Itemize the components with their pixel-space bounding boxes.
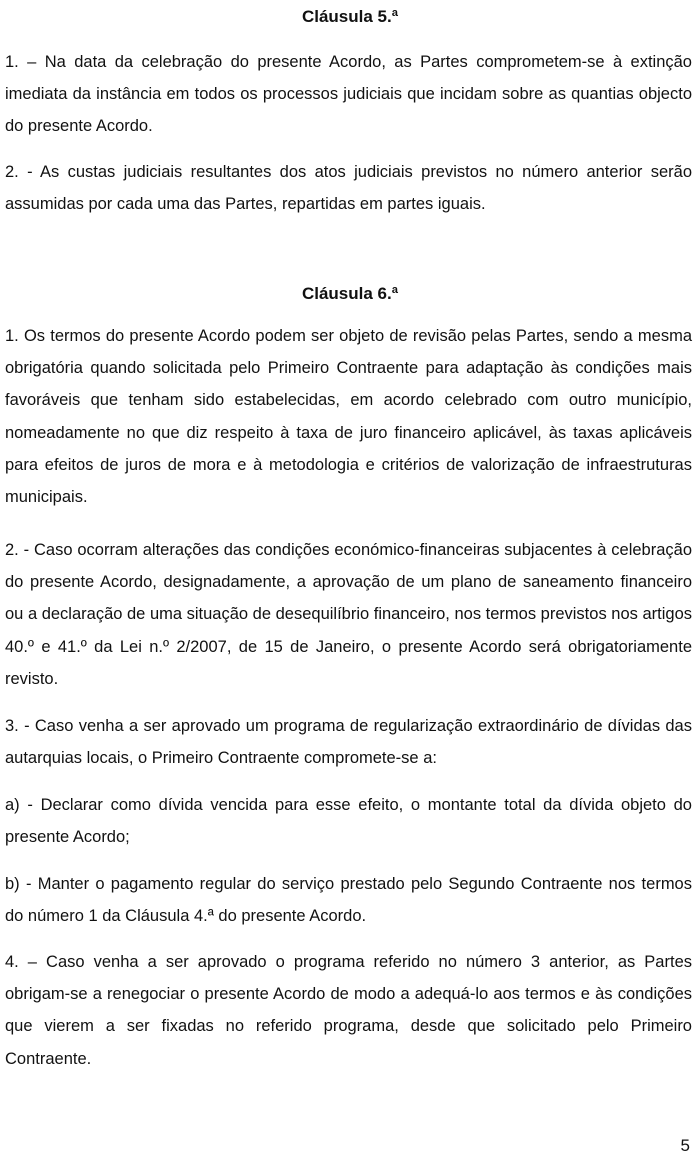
page-number: 5 bbox=[680, 1136, 690, 1155]
clause-5-heading: Cláusula 5.ª bbox=[301, 7, 399, 26]
clause-5-paragraph-2: 2. - As custas judiciais resultantes dos atos judiciais previstos no número anterior serão assumidas por cada uma das Partes, repartidas em partes iguais. bbox=[5, 163, 692, 214]
clause-6-paragraph-1: 1. Os termos do presente Acordo podem ser objeto de revisão pelas Partes, sendo a mesma obrigatória quando solicitada pelo Primeiro Contraente para adaptação às condições mais favoráveis que tenham sido estabelecidas, em acordo celebrado com outro município, nomeadamente no que diz respeito à taxa de juro financeiro aplicável, às taxas aplicáveis para efeitos de juros de mora e à metodologia e critérios de valorização de infraestruturas municipais. bbox=[5, 327, 692, 507]
clause-6-paragraph-4: 4. – Caso venha a ser aprovado o programa referido no número 3 anterior, as Partes obrigam-se a renegociar o presente Acordo de modo a adequá-lo aos termos e às condições que vierem a ser fixadas no referido programa, desde que solicitado pelo Primeiro Contraente. bbox=[5, 953, 692, 1068]
clause-5-paragraph-1: 1. – Na data da celebração do presente Acordo, as Partes comprometem-se à extinção imediata da instância em todos os processos judiciais que incidam sobre as quantias objecto do presente Acordo. bbox=[5, 53, 692, 136]
clause-6-heading: Cláusula 6.ª bbox=[301, 284, 399, 303]
clause-6-paragraph-3: 3. - Caso venha a ser aprovado um programa de regularização extraordinário de dívidas das autarquias locais, o Primeiro Contraente compromete-se a: bbox=[5, 717, 692, 768]
clause-6-paragraph-3a: a) - Declarar como dívida vencida para esse efeito, o montante total da dívida objeto do presente Acordo; bbox=[5, 796, 692, 847]
clause-6-paragraph-2: 2. - Caso ocorram alterações das condições económico-financeiras subjacentes à celebração do presente Acordo, designadamente, a aprovação de um plano de saneamento financeiro ou a declaração de uma situação de desequilíbrio financeiro, nos termos previstos nos artigos 40.º e 41.º da Lei n.º 2/2007, de 15 de Janeiro, o presente Acordo será obrigatoriamente revisto. bbox=[5, 541, 692, 688]
clause-6-paragraph-3b: b) - Manter o pagamento regular do serviço prestado pelo Segundo Contraente nos termos do número 1 da Cláusula 4.ª do presente Acordo. bbox=[5, 875, 692, 926]
